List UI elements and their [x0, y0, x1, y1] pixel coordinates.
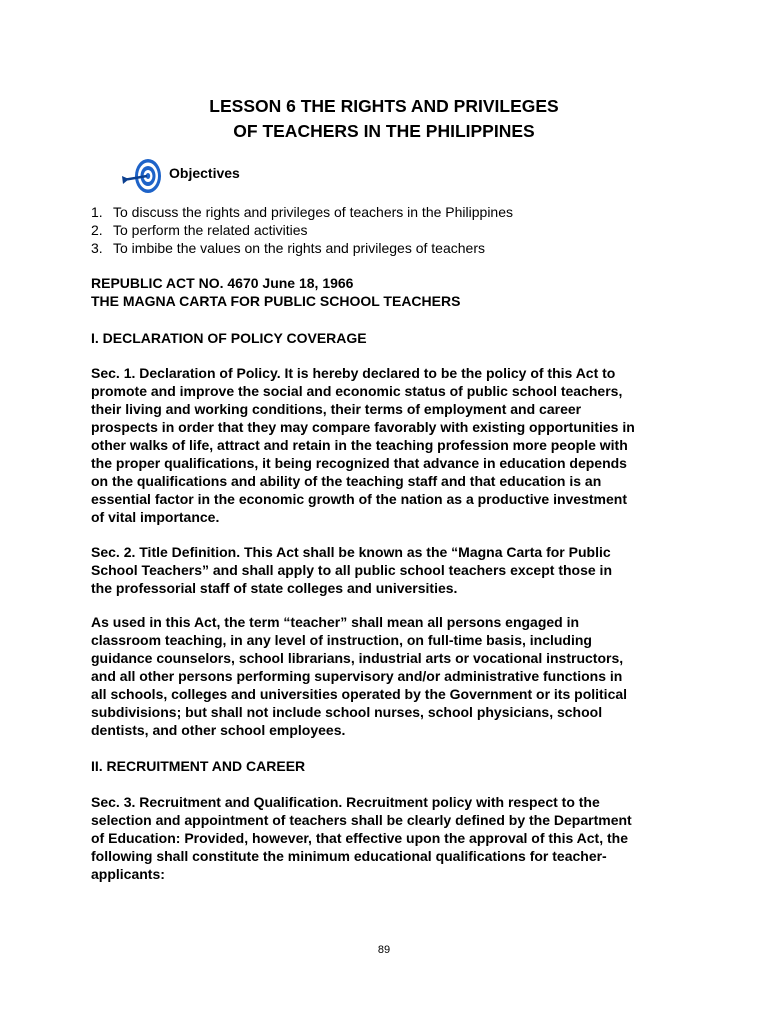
- objective-item: [91, 221, 711, 239]
- objective-number: 1.: [91, 204, 103, 220]
- objective-text: To perform the related activities: [113, 222, 308, 238]
- paragraph-line: their living and working conditions, their terms of employment and career: [91, 401, 582, 417]
- section-heading-text: II. RECRUITMENT AND CAREER: [91, 758, 306, 774]
- section-heading-recruitment: [91, 757, 681, 775]
- paragraph-line: essential factor in the economic growth of the nation as a productive investment: [91, 491, 627, 507]
- page-number: 89: [377, 944, 391, 956]
- sec3-paragraph: [91, 793, 681, 883]
- section-heading-text: I. DECLARATION OF POLICY COVERAGE: [91, 330, 367, 346]
- objectives-header: [120, 154, 420, 198]
- paragraph-line: School Teachers” and shall apply to all public school teachers except those in: [91, 562, 612, 578]
- paragraph-line: As used in this Act, the term “teacher” shall mean all persons engaged in: [91, 614, 580, 630]
- objectives-list: [91, 203, 711, 257]
- objective-item: [91, 203, 711, 221]
- sec1-paragraph: [91, 364, 681, 526]
- paragraph-line: promote and improve the social and economic status of public school teachers,: [91, 383, 623, 399]
- paragraph-line: the professorial staff of state colleges and universities.: [91, 580, 458, 596]
- objectives-label: Objectives: [169, 165, 240, 181]
- paragraph-line: guidance counselors, school librarians, industrial arts or vocational instructors,: [91, 650, 624, 666]
- objective-number: 2.: [91, 222, 103, 238]
- paragraph-line: Sec. 3. Recruitment and Qualification. Recruitment policy with respect to the: [91, 794, 600, 810]
- paragraph-line: Sec. 2. Title Definition. This Act shall be known as the “Magna Carta for Public: [91, 544, 611, 560]
- paragraph-line: selection and appointment of teachers shall be clearly defined by the Department: [91, 812, 632, 828]
- act-name-line: THE MAGNA CARTA FOR PUBLIC SCHOOL TEACHERS: [91, 293, 461, 309]
- paragraph-line: of Education: Provided, however, that effective upon the approval of this Act, the: [91, 830, 628, 846]
- paragraph-line: applicants:: [91, 866, 165, 882]
- objective-text: To discuss the rights and privileges of teachers in the Philippines: [113, 204, 513, 220]
- lesson-title-line-1: LESSON 6 THE RIGHTS AND PRIVILEGES: [209, 96, 559, 116]
- paragraph-line: all schools, colleges and universities operated by the Government or its political: [91, 686, 628, 702]
- paragraph-line: Sec. 1. Declaration of Policy. It is hereby declared to be the policy of this Act to: [91, 365, 616, 381]
- teacher-definition-paragraph: [91, 613, 681, 739]
- lesson-title-line-2: OF TEACHERS IN THE PHILIPPINES: [233, 121, 535, 141]
- objective-number: 3.: [91, 240, 103, 256]
- paragraph-line: the proper qualifications, it being recognized that advance in education depends: [91, 455, 627, 471]
- paragraph-line: of vital importance.: [91, 509, 220, 525]
- paragraph-line: classroom teaching, in any level of instruction, on full-time basis, including: [91, 632, 592, 648]
- paragraph-line: subdivisions; but shall not include school nurses, school physicians, school: [91, 704, 603, 720]
- act-number-line: REPUBLIC ACT NO. 4670 June 18, 1966: [91, 275, 354, 291]
- paragraph-line: other walks of life, attract and retain in the teaching profession more people with: [91, 437, 628, 453]
- objective-text: To imbibe the values on the rights and privileges of teachers: [113, 240, 485, 256]
- section-heading-policy: [91, 329, 681, 347]
- act-heading: [91, 274, 681, 310]
- paragraph-line: prospects in order that they may compare favorably with existing opportunities in: [91, 419, 635, 435]
- paragraph-line: dentists, and other school employees.: [91, 722, 346, 738]
- lesson-title: [0, 94, 768, 144]
- target-arrow-icon: [120, 154, 164, 198]
- paragraph-line: following shall constitute the minimum educational qualifications for teacher-: [91, 848, 607, 864]
- paragraph-line: and all other persons performing supervisory and/or administrative functions in: [91, 668, 623, 684]
- sec2-paragraph: [91, 543, 681, 597]
- paragraph-line: on the qualifications and ability of the teaching staff and that education is an: [91, 473, 602, 489]
- objective-item: [91, 239, 711, 257]
